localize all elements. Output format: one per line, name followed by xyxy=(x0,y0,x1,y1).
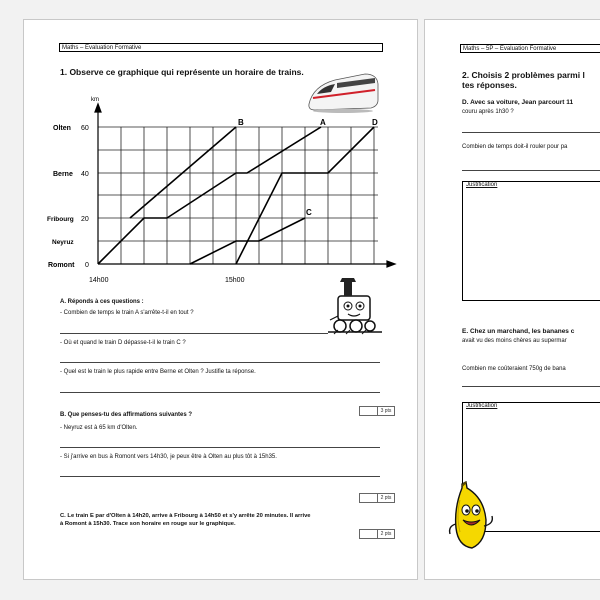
train-label-b: B xyxy=(238,118,244,127)
worksheet-page-left xyxy=(23,19,418,580)
page-header: Maths – Evaluation Formative xyxy=(59,43,383,52)
station-label-olten: Olten xyxy=(53,125,71,132)
station-label-berne: Berne xyxy=(53,171,73,178)
section-c-line-1: C. Le train E par d'Olten à 14h20, arrive à Fribourg à 14h50 et s'y arrête 20 minutes. Il arrive xyxy=(60,513,311,519)
statement-b2: - Si j'arrive en bus à Romont vers 14h30, je peux être à Olten au plus tôt à 15h35. xyxy=(60,454,277,460)
problem-e-question: Combien me coûteraient 750g de bana xyxy=(462,366,566,372)
x-tick-14h00: 14h00 xyxy=(89,277,109,284)
y-tick-60: 60 xyxy=(81,125,89,132)
answer-line-d1[interactable] xyxy=(462,132,600,133)
y-tick-0: 0 xyxy=(85,262,89,269)
station-label-neyruz: Neyruz xyxy=(52,239,74,246)
justification-label: Justification xyxy=(466,403,498,409)
station-label-fribourg: Fribourg xyxy=(47,216,74,223)
banana-cartoon xyxy=(444,480,500,552)
statement-b1: - Neyruz est à 65 km d'Olten. xyxy=(60,425,138,431)
page-header: Maths – 5P – Evaluation Formative xyxy=(460,44,600,53)
train-label-c: C xyxy=(306,208,312,217)
section-c-line-2: à Romont à 15h30. Trace son horaire en rouge sur le graphique. xyxy=(60,521,236,527)
points-label: 2 pts xyxy=(380,531,392,537)
answer-line-d2[interactable] xyxy=(462,170,600,171)
justification-label: Justification xyxy=(466,182,498,188)
section-a-title: A. Réponds à ces questions : xyxy=(60,299,144,305)
y-axis-unit: km xyxy=(91,97,99,103)
question-2-title-line-2: tes réponses. xyxy=(462,80,517,90)
question-2-title-line-1: 2. Choisis 2 problèmes parmi l xyxy=(462,70,585,80)
problem-d-question: Combien de temps doit-il rouler pour pa xyxy=(462,144,568,150)
points-box-b xyxy=(359,493,395,503)
y-tick-40: 40 xyxy=(81,171,89,178)
answer-line-a1[interactable] xyxy=(60,333,328,334)
points-box-c xyxy=(359,529,395,539)
justification-box-d[interactable] xyxy=(462,181,600,301)
answer-line-e1[interactable] xyxy=(462,386,600,387)
problem-e-line-2: avait vu des moins chères au supermar xyxy=(462,338,567,344)
question-a3: - Quel est le train le plus rapide entre Berne et Olten ? Justifie ta réponse. xyxy=(60,369,256,375)
answer-line-a2[interactable] xyxy=(60,362,380,363)
question-1-title: 1. Observe ce graphique qui représente un horaire de trains. xyxy=(60,67,304,77)
points-label: 2 pts xyxy=(380,495,392,501)
problem-d-title: D. Avec sa voiture, Jean parcourt 11 xyxy=(462,99,574,106)
y-tick-20: 20 xyxy=(81,216,89,223)
problem-e-title: E. Chez un marchand, les bananes c xyxy=(462,328,575,335)
train-label-a: A xyxy=(320,118,326,127)
train-schedule-graph xyxy=(41,92,406,292)
question-a2: - Où et quand le train D dépasse-t-il le train C ? xyxy=(60,340,186,346)
train-label-d: D xyxy=(372,118,378,127)
answer-line-b1[interactable] xyxy=(60,447,380,448)
graph-axes xyxy=(95,104,395,267)
answer-line-a3[interactable] xyxy=(60,392,380,393)
x-tick-15h00: 15h00 xyxy=(225,277,245,284)
graph-grid xyxy=(98,127,378,264)
station-label-romont: Romont xyxy=(48,262,75,269)
section-b-title: B. Que penses-tu des affirmations suivantes ? xyxy=(60,412,193,418)
train-line-b xyxy=(130,127,236,218)
points-label: 3 pts xyxy=(380,408,392,414)
locomotive-cartoon xyxy=(324,276,384,336)
question-a1: - Combien de temps le train A s'arrête-t-il en tout ? xyxy=(60,310,194,316)
points-box-a xyxy=(359,406,395,416)
answer-line-b2[interactable] xyxy=(60,476,380,477)
problem-d-line-2: couru après 1h30 ? xyxy=(462,109,514,115)
train-line-a xyxy=(98,127,321,264)
